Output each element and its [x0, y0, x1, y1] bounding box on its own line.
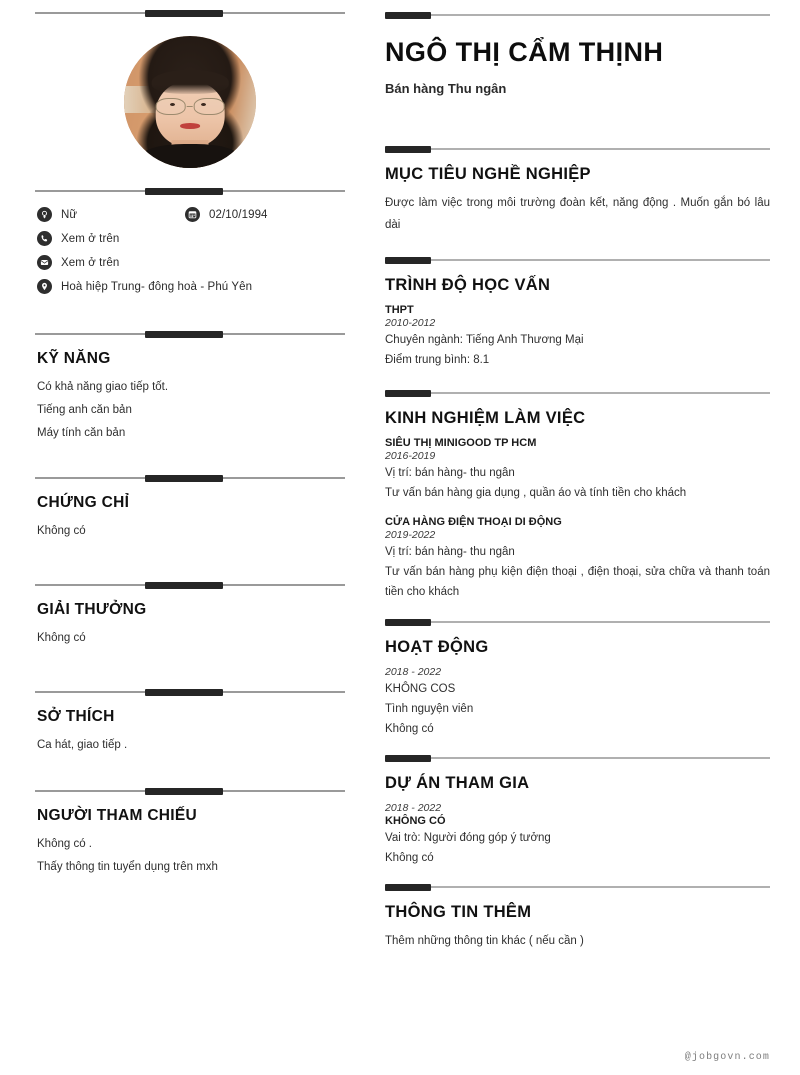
experience-item: [385, 516, 770, 602]
divider-objective: [385, 148, 770, 150]
skills-line: Máy tính căn bản: [37, 426, 126, 439]
venus-icon: [37, 207, 52, 222]
contact-gender: [37, 207, 185, 222]
section-title-references: NGƯỜI THAM CHIẾU: [37, 806, 198, 824]
contact-row-gender-birthdate: [37, 207, 345, 222]
divider-extra: [385, 886, 770, 888]
section-objective: [385, 165, 770, 237]
experience-company: SIÊU THỊ MINIGOOD TP HCM: [385, 436, 537, 449]
phone-icon: [37, 231, 52, 246]
contact-row-phone: [37, 231, 345, 246]
extra-text: Thêm những thông tin khác ( nếu cần ): [385, 935, 584, 948]
references-line: Không có .: [37, 837, 92, 850]
divider-skills: [35, 333, 345, 335]
experience-description: Tư vấn bán hàng phụ kiện điện thoại , điện thoại, sửa chữa và thanh toán tiền cho khách: [385, 566, 770, 599]
awards-line: Không có: [37, 632, 86, 645]
section-title-activities: HOẠT ĐỘNG: [385, 637, 489, 656]
activities-period: 2018 - 2022: [385, 665, 442, 678]
section-activities: [385, 638, 770, 739]
section-title-objective: MỤC TIÊU NGHỀ NGHIỆP: [385, 165, 591, 183]
divider-top-left: [35, 12, 345, 14]
activities-description: Không có: [385, 722, 434, 735]
divider-education: [385, 259, 770, 261]
section-title-extra: THÔNG TIN THÊM: [385, 903, 532, 922]
section-title-skills: KỸ NĂNG: [37, 350, 111, 367]
phone-value: Xem ở trên: [61, 232, 120, 245]
hobbies-line: Ca hát, giao tiếp .: [37, 739, 128, 752]
page-title: NGÔ THỊ CẨM THỊNH: [385, 37, 664, 67]
section-certificates: [35, 494, 345, 541]
education-period: 2010-2012: [385, 316, 436, 329]
email-value: Xem ở trên: [61, 256, 120, 269]
references-line: Thấy thông tin tuyển dụng trên mxh: [37, 860, 218, 873]
projects-name: KHÔNG CÓ: [385, 814, 446, 827]
divider-certificates: [35, 477, 345, 479]
experience-period: 2019-2022: [385, 529, 436, 542]
avatar: [124, 36, 256, 168]
activities-organization: KHÔNG COS: [385, 682, 456, 695]
divider-projects: [385, 757, 770, 759]
divider-top-right: [385, 14, 770, 16]
birthdate-value: 02/10/1994: [209, 208, 268, 221]
experience-position: Vị trí: bán hàng- thu ngân: [385, 466, 515, 479]
education-gpa: Điểm trung bình: 8.1: [385, 353, 490, 366]
divider-references: [35, 790, 345, 792]
section-title-education: TRÌNH ĐỘ HỌC VẤN: [385, 275, 551, 294]
map-pin-icon: [37, 279, 52, 294]
divider-experience: [385, 392, 770, 394]
profile-photo-container: [35, 14, 345, 190]
contact-row-email: [37, 255, 345, 270]
experience-company: CỬA HÀNG ĐIỆN THOẠI DI ĐỘNG: [385, 516, 562, 529]
experience-period: 2016-2019: [385, 449, 436, 462]
experience-description: Tư vấn bán hàng gia dụng , quần áo và tính tiền cho khách: [385, 487, 687, 500]
section-experience: [385, 409, 770, 603]
divider-activities: [385, 621, 770, 623]
gender-value: Nữ: [61, 208, 78, 221]
left-column: [0, 0, 375, 1075]
section-title-hobbies: SỞ THÍCH: [37, 708, 115, 726]
experience-item: [385, 437, 770, 503]
section-hobbies: [35, 708, 345, 755]
section-references: [35, 807, 345, 877]
address-value: Hoà hiệp Trung- đông hoà - Phú Yên: [61, 280, 253, 293]
contact-birthdate: [185, 207, 268, 222]
section-education: [385, 276, 770, 370]
right-column: [375, 0, 800, 1075]
activities-role: Tình nguyện viên: [385, 702, 474, 715]
projects-description: Không có: [385, 852, 434, 865]
certificates-line: Không có: [37, 525, 86, 538]
contact-row-address: [37, 279, 345, 294]
section-awards: [35, 601, 345, 648]
skills-line: Tiếng anh căn bản: [37, 403, 132, 416]
section-skills: [35, 350, 345, 442]
section-title-experience: KINH NGHIỆM LÀM VIỆC: [385, 408, 586, 427]
section-projects: [385, 774, 770, 868]
divider-contact: [35, 190, 345, 192]
contact-block: [35, 192, 345, 294]
watermark: @jobgovn.com: [684, 1052, 770, 1063]
section-title-awards: GIẢI THƯỞNG: [37, 601, 147, 619]
skills-line: Có khả năng giao tiếp tốt.: [37, 381, 169, 393]
envelope-icon: [37, 255, 52, 270]
divider-awards: [35, 584, 345, 586]
section-title-certificates: CHỨNG CHỈ: [37, 494, 130, 512]
divider-hobbies: [35, 691, 345, 693]
education-school: THPT: [385, 303, 414, 316]
section-extra: [385, 903, 770, 951]
objective-text: Được làm việc trong môi trường đoàn kết, năng động . Muốn gắn bó lâu dài: [385, 197, 770, 231]
projects-role: Vai trò: Người đóng góp ý tưởng: [385, 831, 551, 844]
education-major: Chuyên ngành: Tiếng Anh Thương Mại: [385, 333, 584, 346]
experience-position: Vị trí: bán hàng- thu ngân: [385, 546, 515, 559]
job-title: Bán hàng Thu ngân: [385, 81, 507, 96]
section-title-projects: DỰ ÁN THAM GIA: [385, 773, 530, 792]
projects-period: 2018 - 2022: [385, 801, 442, 814]
calendar-icon: [185, 207, 200, 222]
